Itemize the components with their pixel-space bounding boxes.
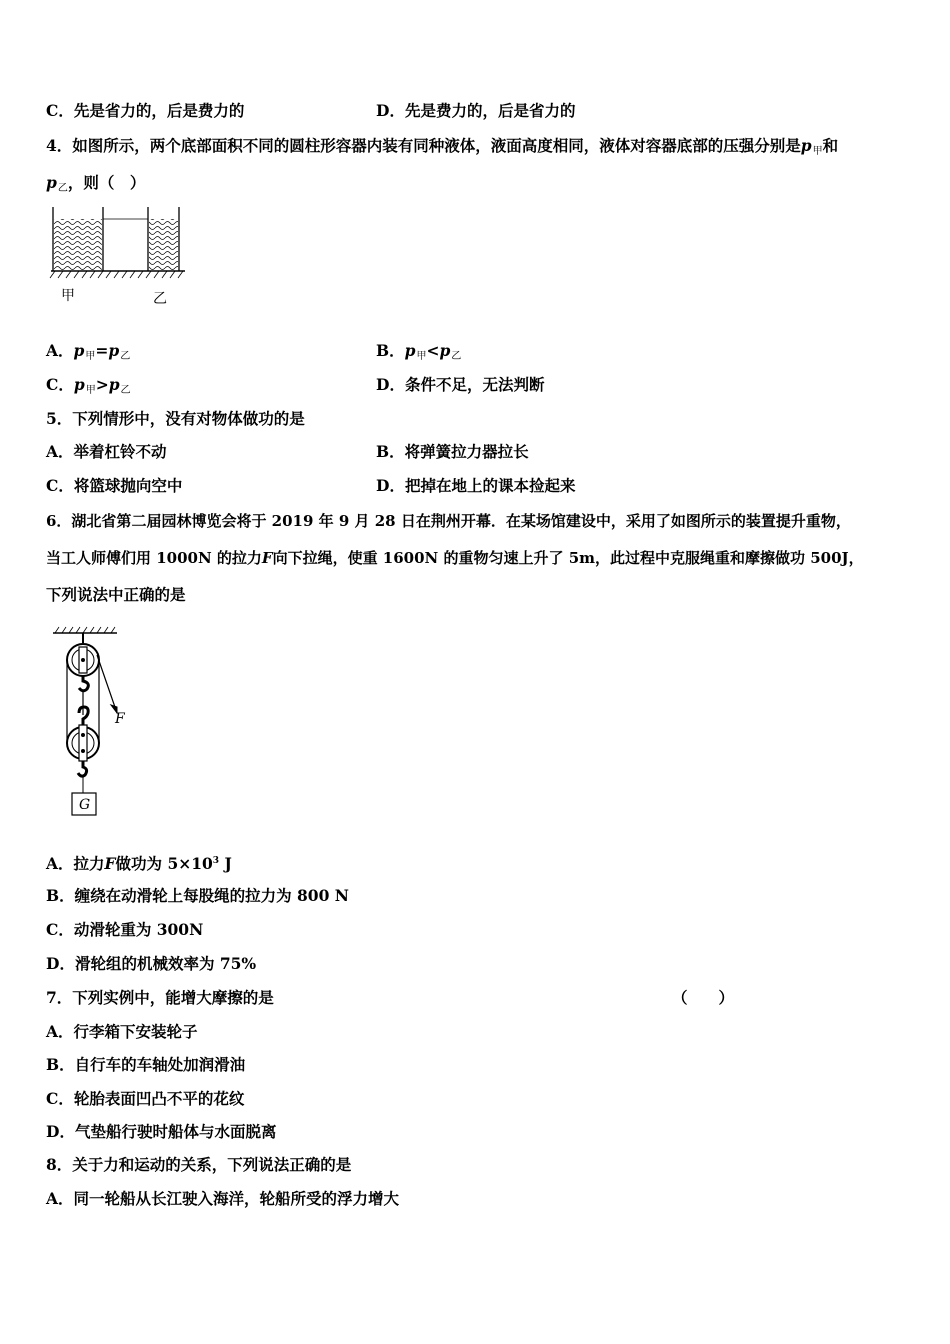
q4-option-a [46, 341, 130, 364]
q5-option-d: D．把掉在地上的课本捡起来 [376, 476, 576, 495]
q7-stem: 7．下列实例中，能增大摩擦的是 [46, 988, 274, 1007]
q4-option-a-prefix: A． [46, 341, 74, 360]
q6-figure-label-g: G [79, 797, 91, 813]
q4-container-figure [45, 205, 215, 310]
q4-p-symbol: p [439, 341, 451, 360]
q4-p-symbol: p [46, 173, 57, 192]
q7-answer-paren: （ ） [672, 988, 735, 1007]
q5-option-b: B．将弹簧拉力器拉长 [376, 442, 529, 461]
q4-option-c-relation: > [95, 375, 109, 394]
q4-stem-text: 4．如图所示，两个底部面积不同的圆柱形容器内装有同种液体，液面高度相同，液体对容器底部的压强分别是 [46, 136, 801, 155]
q6-stem-line2 [46, 548, 864, 568]
q6-stem-line1: 6．湖北省第二届园林博览会将于 2019 年 9 月 28 日在荆州开幕．在某场馆建设中，采用了如图所示的装置提升重物， [46, 512, 851, 530]
q4-liquid-jia [54, 219, 102, 271]
q6-stem-line2-b: 向下拉绳，使重 1600N 的重物匀速上升了 5m，此过程中克服绳重和摩擦做功 500J， [272, 549, 864, 567]
q4-stem-end: ，则（ ） [67, 173, 146, 192]
q4-sub-yi: 乙 [57, 183, 68, 194]
q6-stem-line3: 下列说法中正确的是 [46, 585, 186, 604]
q7-option-d: D．气垫船行驶时船体与水面脱离 [46, 1122, 277, 1141]
q6-figure-label-f: F [115, 711, 125, 727]
q3-option-c: C．先是省力的，后是费力的 [46, 101, 245, 120]
q4-p-symbol: p [800, 136, 812, 155]
q6-option-a-unit: J [219, 854, 232, 874]
q5-stem: 5．下列情形中，没有对物体做功的是 [46, 409, 305, 428]
q5-option-c: C．将篮球抛向空中 [46, 476, 183, 495]
q3-option-d: D．先是费力的，后是省力的 [376, 101, 576, 120]
q6-option-a-value: 做功为 5×10 [115, 854, 213, 874]
q6-option-c: C．动滑轮重为 300N [46, 920, 204, 939]
q4-figure-label-yi: 乙 [153, 291, 167, 307]
q4-sub-yi: 乙 [451, 351, 462, 362]
q6-movable-pulley [67, 725, 99, 761]
q6-option-a-text: A．拉力 [46, 854, 105, 874]
q4-p-symbol: p [73, 375, 85, 394]
q6-fixed-hook [79, 676, 88, 691]
q4-stem-line2 [46, 173, 145, 196]
q4-option-b-prefix: B． [376, 341, 405, 360]
q4-figure-label-jia: 甲 [61, 288, 75, 304]
q6-fixed-pulley [67, 644, 99, 676]
q4-p-symbol: p [108, 341, 120, 360]
q4-p-symbol: p [404, 341, 416, 360]
q4-p-symbol: p [108, 375, 120, 394]
q4-p-symbol: p [73, 341, 85, 360]
q4-sub-jia: 甲 [416, 351, 427, 362]
q4-option-b-relation: < [426, 341, 440, 360]
q6-option-a-force: F [104, 854, 116, 874]
q4-sub-jia: 甲 [85, 385, 96, 396]
q6-option-a [46, 851, 232, 874]
q6-force-arrow [97, 655, 117, 713]
q6-lower-hook [78, 761, 87, 776]
q6-force-symbol: F [261, 549, 273, 567]
q6-stem-line2-a: 当工人师傅们用 1000N 的拉力 [46, 549, 262, 567]
q4-stem-and: 和 [822, 136, 839, 155]
q7-option-b: B．自行车的车轴处加润滑油 [46, 1055, 246, 1074]
q6-ceiling-hatch [55, 627, 115, 633]
q8-stem: 8．关于力和运动的关系，下列说法正确的是 [46, 1155, 352, 1174]
q4-liquid-yi [149, 219, 178, 271]
q4-option-d: D．条件不足，无法判断 [376, 375, 545, 394]
q4-option-b [376, 341, 461, 364]
q6-option-d: D．滑轮组的机械效率为 75% [46, 954, 257, 973]
q4-sub-jia: 甲 [85, 351, 96, 362]
q4-option-a-relation: = [95, 341, 109, 360]
q7-option-c: C．轮胎表面凹凸不平的花纹 [46, 1089, 245, 1108]
q6-option-b: B．缠绕在动滑轮上每股绳的拉力为 800 N [46, 886, 349, 905]
q7-option-a: A．行李箱下安装轮子 [46, 1022, 198, 1041]
q4-option-c-prefix: C． [46, 375, 74, 394]
q6-pulley-figure [45, 625, 145, 825]
q4-stem-line1 [46, 136, 838, 159]
q6-option-a-exponent: 3 [212, 856, 220, 866]
q4-sub-yi: 乙 [120, 351, 131, 362]
q4-ground-hatch [50, 271, 183, 278]
q4-sub-jia: 甲 [812, 146, 823, 157]
q4-option-c [46, 375, 131, 398]
q5-option-a: A．举着杠铃不动 [46, 442, 167, 461]
q8-option-a: A．同一轮船从长江驶入海洋，轮船所受的浮力增大 [46, 1189, 400, 1208]
q4-sub-yi: 乙 [120, 385, 131, 396]
